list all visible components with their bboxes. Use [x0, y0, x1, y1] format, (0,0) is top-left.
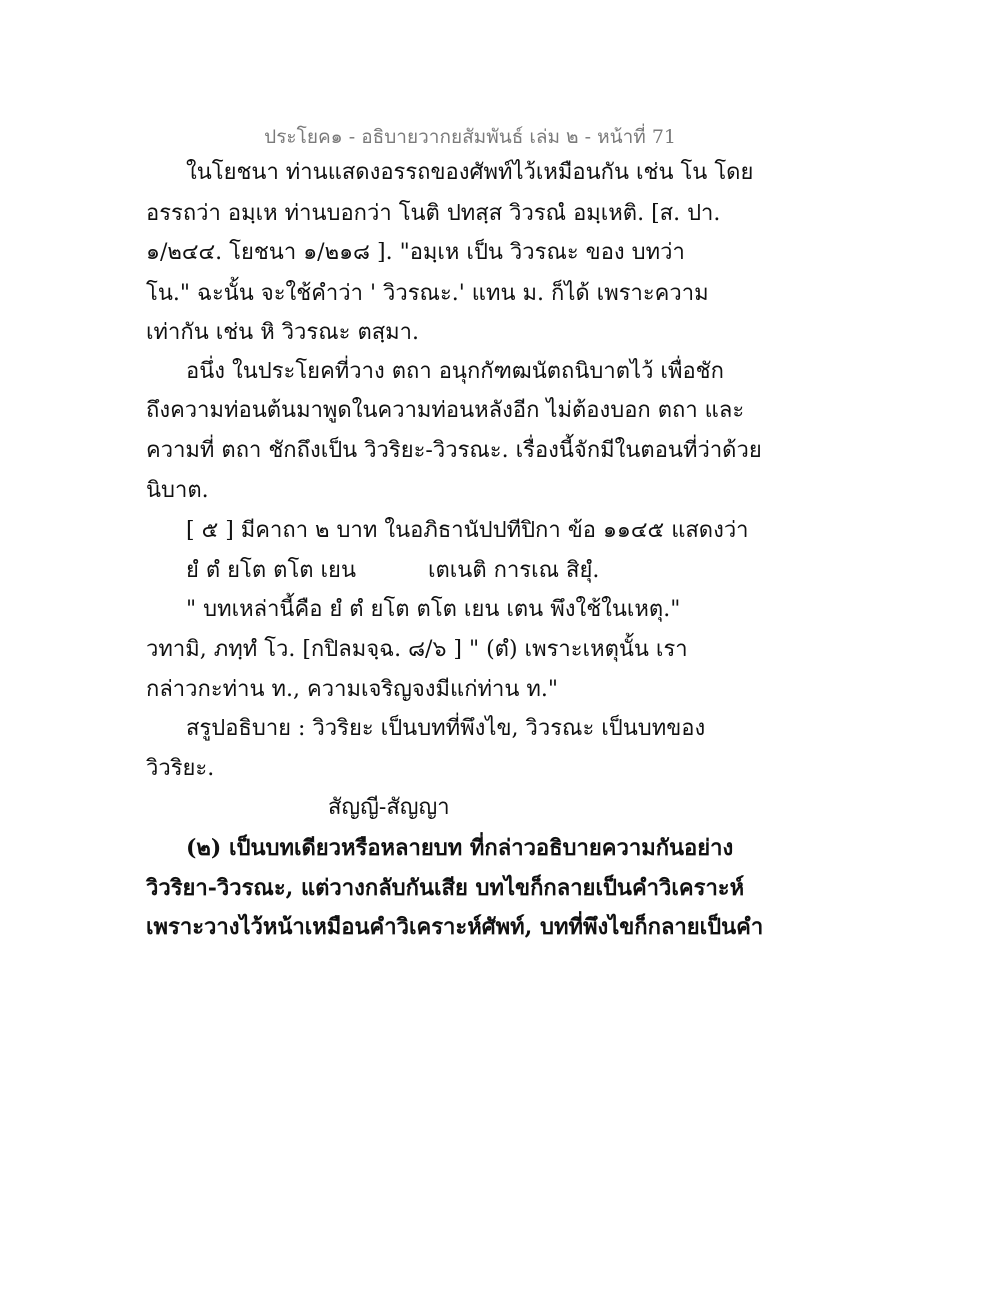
text-line: วิวริยะ.	[146, 756, 215, 781]
text-line: " บทเหล่านี้คือ ยํ ตํ ยโต ตโต เยน เตน พึงใช้ในเหตุ."	[186, 597, 681, 622]
text-line: เท่ากัน เช่น หิ วิวรณะ ตสฺมา.	[146, 320, 420, 345]
text-line: อรรถว่า อมฺเห ท่านบอกว่า โนติ ปทสฺส วิวรณํ อมฺเหติ. [ส. ปา.	[146, 201, 721, 226]
text-line: ถึงความท่อนต้นมาพูดในความท่อนหลังอีก ไม่ต้องบอก ตถา และ	[146, 398, 745, 423]
text-line: วทามิ, ภทฺทํ โว. [กปิลมจฺฉ. ๘/๖ ] " (ตํ) เพราะเหตุนั้น เรา	[146, 637, 688, 662]
text-line: ๑/๒๔๔. โยชนา ๑/๒๑๘ ]. "อมฺเห เป็น วิวรณะ ของ บทว่า	[146, 240, 685, 265]
text-line: [ ๕ ] มีคาถา ๒ บาท ในอภิธานัปปทีปิกา ข้อ ๑๑๔๕ แสดงว่า	[186, 518, 749, 543]
text-line: สรูปอธิบาย : วิวริยะ เป็นบทที่พึงไข, วิวรณะ เป็นบทของ	[186, 716, 706, 741]
text-line: อนึ่ง ในประโยคที่วาง ตถา อนุกกัฑฒนัตถนิบาตไว้ เพื่อชัก	[186, 359, 724, 384]
bold-text-line: เพราะวางไว้หน้าเหมือนคำวิเคราะห์ศัพท์, บทที่พึงไขก็กลายเป็นคำ	[146, 914, 764, 940]
section-heading: สัญญี-สัญญา	[328, 795, 450, 820]
verse-second-half: เตเนติ การเณ สิยุํ.	[427, 558, 600, 583]
bold-text-line: วิวริยา-วิวรณะ, แต่วางกลับกันเสีย บทไขก็กลายเป็นคำวิเคราะห์	[146, 875, 745, 901]
text-line: โน." ฉะนั้น จะใช้คำว่า ' วิวรณะ.' แทน ม. ก็ได้ เพราะความ	[146, 281, 709, 306]
verse-first-half: ยํ ตํ ยโต ตโต เยน	[186, 558, 356, 583]
page-header: ประโยค๑ - อธิบายวากยสัมพันธ์ เล่ม ๒ - หน้าที่ 71	[264, 126, 676, 148]
text-line: ความที่ ตถา ชักถึงเป็น วิวริยะ-วิวรณะ. เรื่องนี้จักมีในตอนที่ว่าด้วย	[146, 438, 762, 463]
bold-text-line: (๒) เป็นบทเดียวหรือหลายบท ที่กล่าวอธิบายความกันอย่าง	[186, 835, 734, 861]
verse-line	[186, 556, 716, 586]
text-line: นิบาต.	[146, 478, 209, 503]
text-line: กล่าวกะท่าน ท., ความเจริญจงมีแก่ท่าน ท."	[146, 677, 559, 702]
text-line: ในโยชนา ท่านแสดงอรรถของศัพท์ไว้เหมือนกัน เช่น โน โดย	[186, 160, 754, 185]
